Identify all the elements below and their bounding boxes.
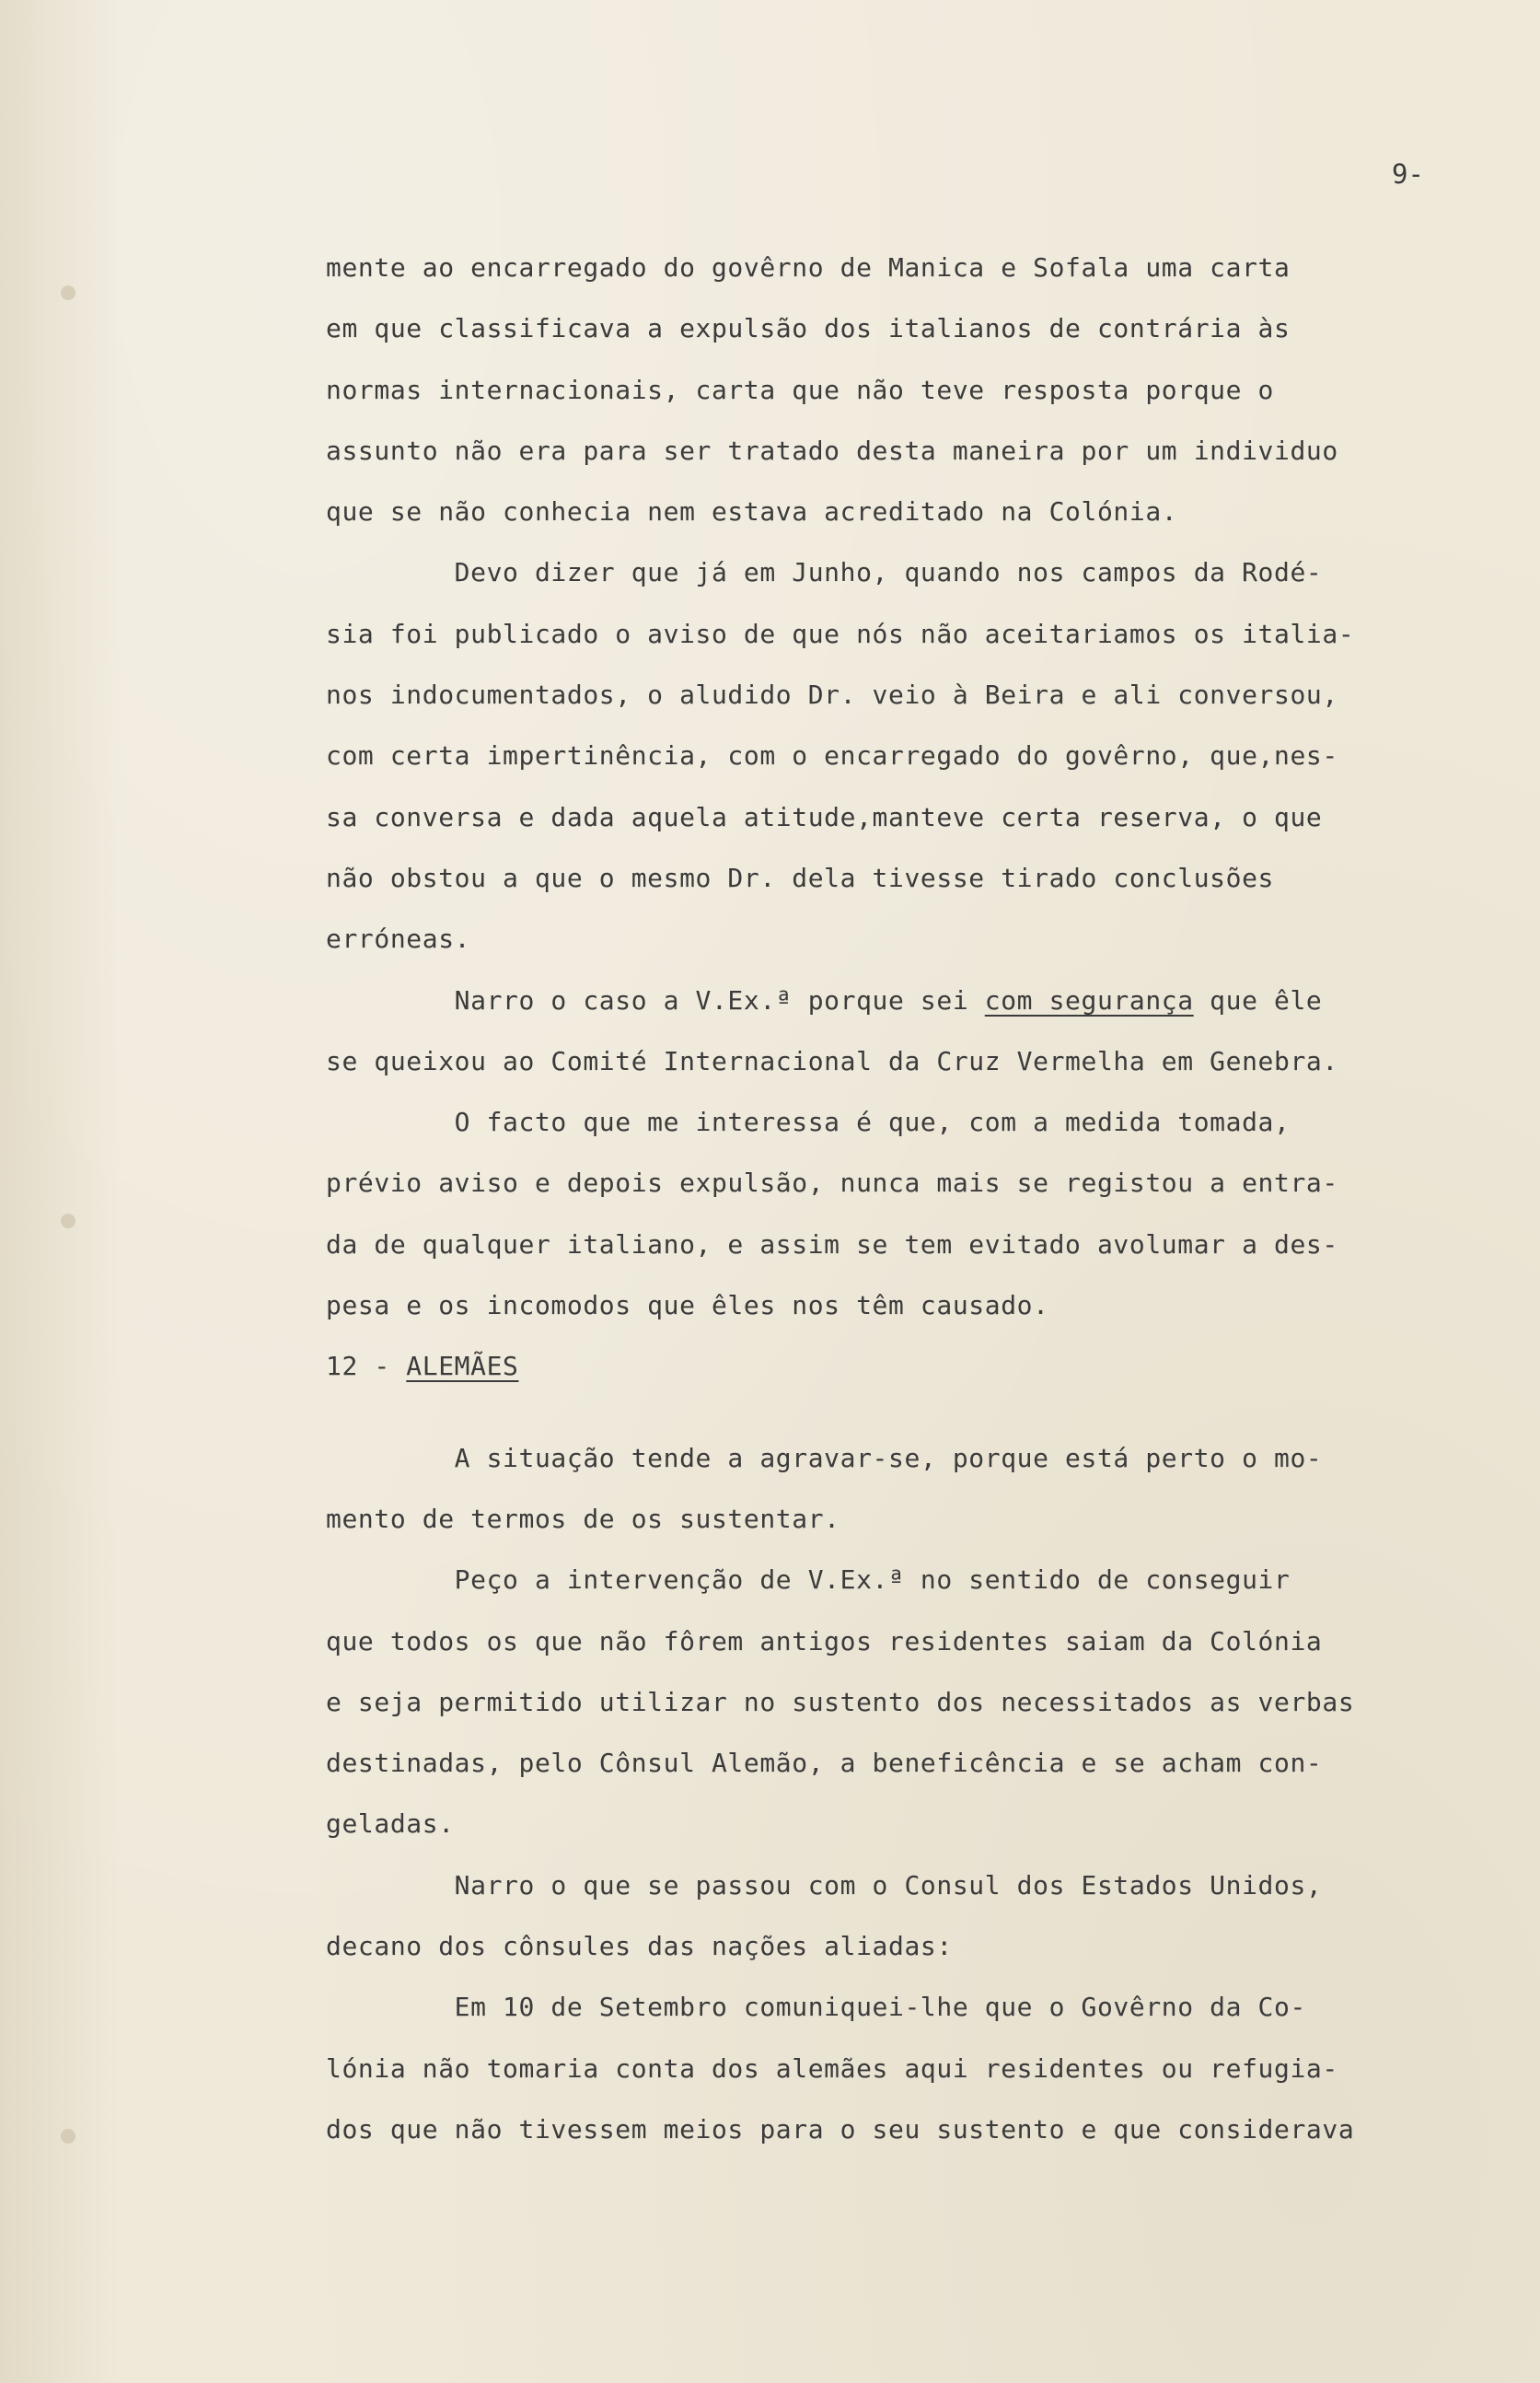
text-line: Devo dizer que já em Junho, quando nos campos da Rodé-	[326, 557, 1323, 588]
page-number: 9-	[1392, 158, 1424, 190]
text-line: pesa e os incomodos que êles nos têm causado.	[326, 1290, 1049, 1321]
text-line: sa conversa e dada aquela atitude,manteve certa reserva, o que	[326, 801, 1323, 832]
text-line: erróneas.	[326, 924, 471, 955]
text-segment: Narro o caso a V.Ex.ª porque sei	[326, 984, 985, 1016]
text-line: Narro o que se passou com o Consul dos Estados Unidos,	[326, 1869, 1323, 1901]
text-line: Em 10 de Setembro comuniquei-lhe que o Govêrno da Co-	[326, 1992, 1306, 2023]
text-line: que se não conhecia nem estava acreditado na Colónia.	[326, 496, 1178, 528]
text-line: decano dos cônsules das nações aliadas:	[326, 1931, 953, 1962]
underlined-phrase: com segurança	[984, 984, 1194, 1016]
text-line: Peço a intervenção de V.Ex.ª no sentido de conseguir	[326, 1564, 1291, 1596]
body-text	[326, 238, 1504, 2160]
text-line: O facto que me interessa é que, com a medida tomada,	[326, 1107, 1291, 1138]
text-line: e seja permitido utilizar no sustento dos necessitados as verbas	[326, 1686, 1355, 1717]
text-line: dos que não tivessem meios para o seu sustento e que considerava	[326, 2113, 1355, 2145]
spacer	[326, 1398, 1504, 1428]
text-line: A situação tende a agravar-se, porque está perto o mo-	[326, 1442, 1323, 1473]
punch-hole-mark	[61, 2129, 75, 2144]
text-line: geladas.	[326, 1808, 455, 1840]
text-line: destinadas, pelo Cônsul Alemão, a beneficência e se acham con-	[326, 1748, 1323, 1779]
text-line: nos indocumentados, o aludido Dr. veio à Beira e ali conversou,	[326, 680, 1338, 711]
text-line: lónia não tomaria conta dos alemães aqui residentes ou refugia-	[326, 2052, 1338, 2084]
text-segment: que êle	[1193, 984, 1323, 1016]
text-line: prévio aviso e depois expulsão, nunca mais se registou a entra-	[326, 1168, 1338, 1199]
text-line: assunto não era para ser tratado desta maneira por um individuo	[326, 435, 1338, 466]
text-line: mento de termos de os sustentar.	[326, 1503, 840, 1534]
punch-hole-mark	[61, 285, 75, 300]
text-line: da de qualquer italiano, e assim se tem evitado avolumar a des-	[326, 1228, 1338, 1260]
text-line: sia foi publicado o aviso de que nós não aceitariamos os italia-	[326, 618, 1355, 649]
section-title: ALEMÃES	[406, 1351, 519, 1382]
text-line: em que classificava a expulsão dos italianos de contrária às	[326, 313, 1291, 344]
page-left-edge	[0, 0, 120, 2383]
text-line: mente ao encarregado do govêrno de Manica e Sofala uma carta	[326, 252, 1291, 283]
text-line: normas internacionais, carta que não teve resposta porque o	[326, 374, 1274, 405]
text-line	[326, 971, 1504, 1031]
text-line: que todos os que não fôrem antigos residentes saiam da Colónia	[326, 1625, 1323, 1656]
text-line: não obstou a que o mesmo Dr. dela tivesse tirado conclusões	[326, 862, 1274, 893]
section-heading	[326, 1336, 1504, 1397]
punch-hole-mark	[61, 1214, 75, 1228]
text-line: se queixou ao Comité Internacional da Cruz Vermelha em Genebra.	[326, 1045, 1338, 1076]
section-number: 12 -	[326, 1351, 407, 1382]
text-line: com certa impertinência, com o encarregado do govêrno, que,nes-	[326, 740, 1338, 772]
